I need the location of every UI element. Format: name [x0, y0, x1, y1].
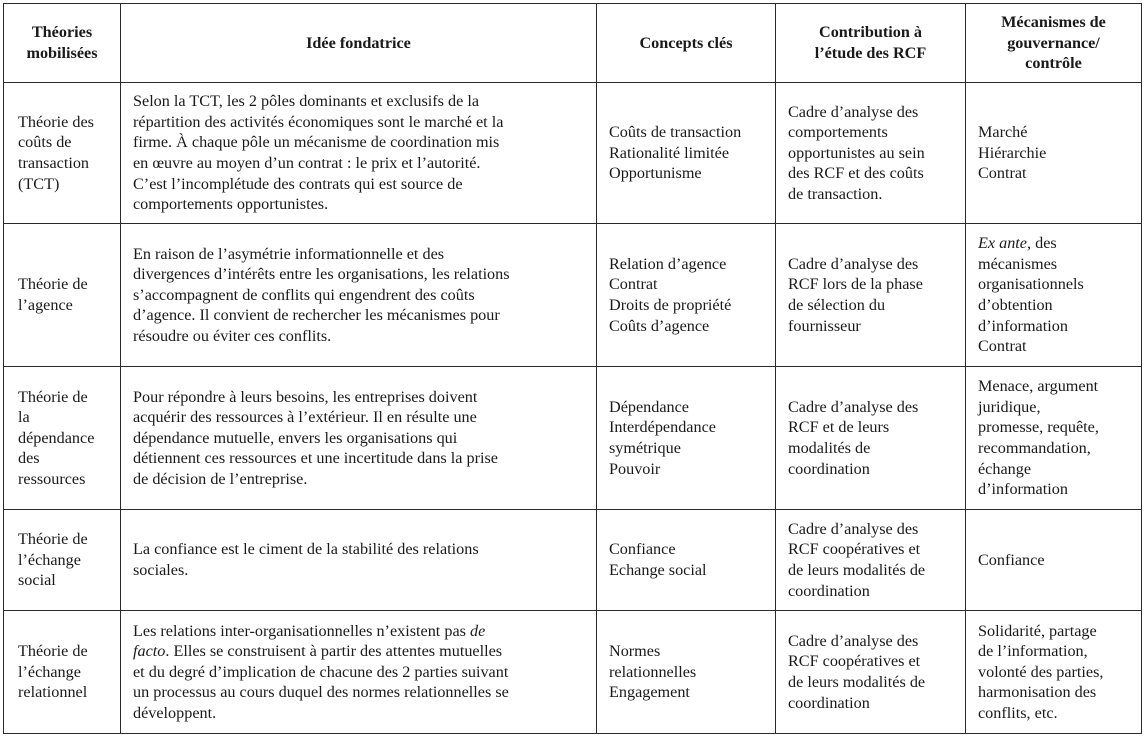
cell-line: Cadre d’analyse des [788, 631, 919, 650]
idea-cell [121, 367, 597, 510]
theory-cell [4, 611, 121, 734]
cell-line: Pour répondre à leurs besoins, les entreprises doivent [133, 387, 478, 406]
cell-line: relationnel [18, 683, 88, 702]
header-text: Concepts clés [639, 33, 733, 52]
cell-line: Normes [609, 642, 661, 661]
cell-line: s’accompagnent de conflits qui engendrent des coûts [133, 285, 475, 304]
cell-line: harmonisation des [978, 683, 1097, 702]
cell-line: symétrique [609, 439, 681, 457]
header-idea [121, 4, 597, 83]
cell-line: Menace, argument [978, 377, 1099, 396]
cell-line: Contrat [978, 164, 1027, 183]
cell-line: de leurs modalités de [788, 561, 926, 579]
cell-line: coordination [788, 459, 870, 478]
cell-line: RCF et de leurs [788, 418, 890, 437]
cell-line: l’échange [18, 550, 81, 569]
cell-line: Contrat [609, 275, 658, 294]
header-concepts [597, 4, 776, 83]
governance-cell [966, 510, 1142, 611]
cell-line: Cadre d’analyse des [788, 254, 919, 273]
cell-line [133, 621, 588, 642]
cell-line: de sélection du [788, 296, 886, 314]
governance-cell [966, 224, 1142, 367]
inline-text: des [1031, 234, 1057, 253]
cell-line: RCF coopératives et [788, 540, 921, 559]
governance-cell [966, 611, 1142, 734]
cell-line: La confiance est le ciment de la stabilité des relations [133, 540, 479, 559]
cell-line: (TCT) [18, 174, 60, 193]
header-text: Idée fondatrice [306, 33, 411, 52]
cell-line: Hiérarchie [978, 143, 1047, 162]
cell-line: acquérir des ressources à l’extérieur. Il en résulte une [133, 408, 477, 427]
cell-line: Engagement [609, 683, 690, 702]
cell-line: de l’information, [978, 642, 1088, 661]
header-governance [966, 4, 1142, 83]
cell-line: et du degré d’implication de chacune des 2 parties suivant [133, 662, 509, 681]
cell-line: Cadre d’analyse des [788, 519, 919, 538]
cell-line: conflits, etc. [978, 703, 1058, 722]
header-text: Contribution à [819, 23, 922, 42]
cell-line: d’information [978, 480, 1068, 499]
cell-line: en œuvre au moyen d’un contrat : le prix et l’autorité. [133, 154, 481, 172]
cell-line: C’est l’incomplétude des contrats qui est source de [133, 174, 463, 193]
cell-line: Théorie de [18, 387, 88, 406]
cell-line: social [18, 571, 56, 590]
cell-line: Rationalité limitée [609, 143, 730, 162]
cell-line: Confiance [978, 550, 1045, 569]
italic-text: de [469, 621, 486, 640]
cell-line: Droits de propriété [609, 296, 732, 314]
cell-line: Opportunisme [609, 164, 702, 183]
table-row [4, 510, 1142, 611]
governance-cell [966, 83, 1142, 224]
cell-line: Relation d’agence [609, 254, 727, 273]
cell-line: Contrat [978, 337, 1027, 356]
cell-line [978, 233, 1133, 254]
cell-line: des [18, 449, 40, 468]
contribution-cell [776, 611, 966, 734]
cell-line: dépendance mutuelle, envers les organisations qui [133, 428, 458, 447]
header-text: l’étude des RCF [814, 44, 927, 62]
cell-line: coordination [788, 581, 870, 600]
theories-table [3, 3, 1142, 734]
inline-text: . Elles se construisent à partir des attentes mutuelles [165, 642, 503, 661]
cell-line: Confiance [609, 540, 676, 559]
cell-line: modalités de [788, 439, 871, 457]
cell-line: recommandation, [978, 439, 1091, 457]
theory-cell [4, 224, 121, 367]
idea-cell [121, 83, 597, 224]
cell-line: d’information [978, 316, 1068, 335]
cell-line: relationnelles [609, 662, 697, 681]
cell-line: Théorie de [18, 642, 88, 661]
cell-line: RCF coopératives et [788, 652, 921, 671]
cell-line: Coûts de transaction [609, 123, 742, 142]
cell-line: de transaction. [788, 184, 883, 203]
header-text: contrôle [1025, 54, 1082, 73]
theory-cell [4, 367, 121, 510]
cell-line: opportunistes au sein [788, 143, 925, 162]
contribution-cell [776, 510, 966, 611]
concepts-cell [597, 510, 776, 611]
idea-cell [121, 611, 597, 734]
cell-line [133, 641, 588, 662]
cell-line: Selon la TCT, les 2 pôles dominants et exclusifs de la [133, 92, 480, 111]
cell-line: divergences d’intérêts entre les organisations, les relations [133, 265, 510, 284]
cell-line: Dépendance [609, 397, 689, 416]
cell-line: développent. [133, 703, 217, 722]
header-text: gouvernance/ [1007, 33, 1100, 52]
header-row [4, 4, 1142, 83]
cell-line: volonté des parties, [978, 662, 1104, 681]
contribution-cell [776, 224, 966, 367]
cell-line: mécanismes [978, 254, 1058, 273]
cell-line: la [18, 408, 30, 427]
cell-line: détiennent ces ressources et une incertitude dans la prise [133, 449, 498, 468]
cell-line: dépendance [18, 428, 95, 447]
table-row [4, 224, 1142, 367]
theory-cell [4, 510, 121, 611]
cell-line: ressources [18, 469, 86, 488]
cell-line: firme. À chaque pôle un mécanisme de coordination mis [133, 133, 500, 152]
idea-cell [121, 224, 597, 367]
italic-text: Ex ante, [978, 234, 1032, 253]
cell-line: RCF lors de la phase [788, 275, 923, 294]
cell-line: l’échange [18, 662, 81, 681]
header-text: Mécanismes de [1001, 13, 1106, 32]
cell-line: résoudre ou éviter ces conflits. [133, 326, 332, 345]
cell-line: Interdépendance [609, 418, 716, 437]
cell-line: répartition des activités économiques sont le marché et la [133, 112, 504, 131]
table-row [4, 367, 1142, 510]
header-text: Théories [31, 23, 93, 42]
cell-line: Théorie de [18, 530, 88, 549]
governance-cell [966, 367, 1142, 510]
cell-line: d’obtention [978, 296, 1053, 314]
cell-line: Cadre d’analyse des [788, 397, 919, 416]
cell-line: coûts de [18, 133, 72, 152]
contribution-cell [776, 83, 966, 224]
header-contribution [776, 4, 966, 83]
concepts-cell [597, 367, 776, 510]
cell-line: En raison de l’asymétrie informationnelle et des [133, 244, 445, 263]
cell-line: Solidarité, partage [978, 621, 1097, 640]
cell-line: Théorie des [18, 112, 94, 131]
cell-line: Théorie de [18, 275, 88, 294]
cell-line: promesse, requête, [978, 418, 1099, 437]
cell-line: organisationnels [978, 275, 1084, 294]
cell-line: Echange social [609, 561, 707, 579]
cell-line: fournisseur [788, 316, 861, 335]
cell-line: coordination [788, 693, 870, 712]
contribution-cell [776, 367, 966, 510]
concepts-cell [597, 611, 776, 734]
cell-line: Cadre d’analyse des [788, 102, 919, 121]
italic-text: facto [133, 642, 166, 661]
cell-line: juridique, [978, 397, 1041, 416]
inline-text: Les relations inter-organisationnelles n’existent pas [133, 621, 470, 640]
header-text: mobilisées [26, 44, 98, 62]
header-theories [4, 4, 121, 83]
cell-line: d’agence. Il convient de rechercher les mécanismes pour [133, 306, 500, 325]
table-row [4, 83, 1142, 224]
cell-line: Pouvoir [609, 459, 661, 478]
cell-line: de leurs modalités de [788, 673, 926, 691]
cell-line: des RCF et des coûts [788, 164, 924, 183]
idea-cell [121, 510, 597, 611]
cell-line: comportements opportunistes. [133, 195, 329, 214]
cell-line: de décision de l’entreprise. [133, 469, 308, 488]
table-row [4, 611, 1142, 734]
concepts-cell [597, 224, 776, 367]
concepts-cell [597, 83, 776, 224]
cell-line: transaction [18, 154, 90, 172]
cell-line: Coûts d’agence [609, 316, 710, 335]
cell-line: échange [978, 459, 1032, 478]
cell-line: Marché [978, 123, 1028, 142]
theory-cell [4, 83, 121, 224]
cell-line: comportements [788, 123, 888, 142]
cell-line: un processus au cours duquel des normes relationnelles se [133, 683, 509, 702]
cell-line: sociales. [133, 561, 189, 579]
cell-line: l’agence [18, 296, 73, 314]
